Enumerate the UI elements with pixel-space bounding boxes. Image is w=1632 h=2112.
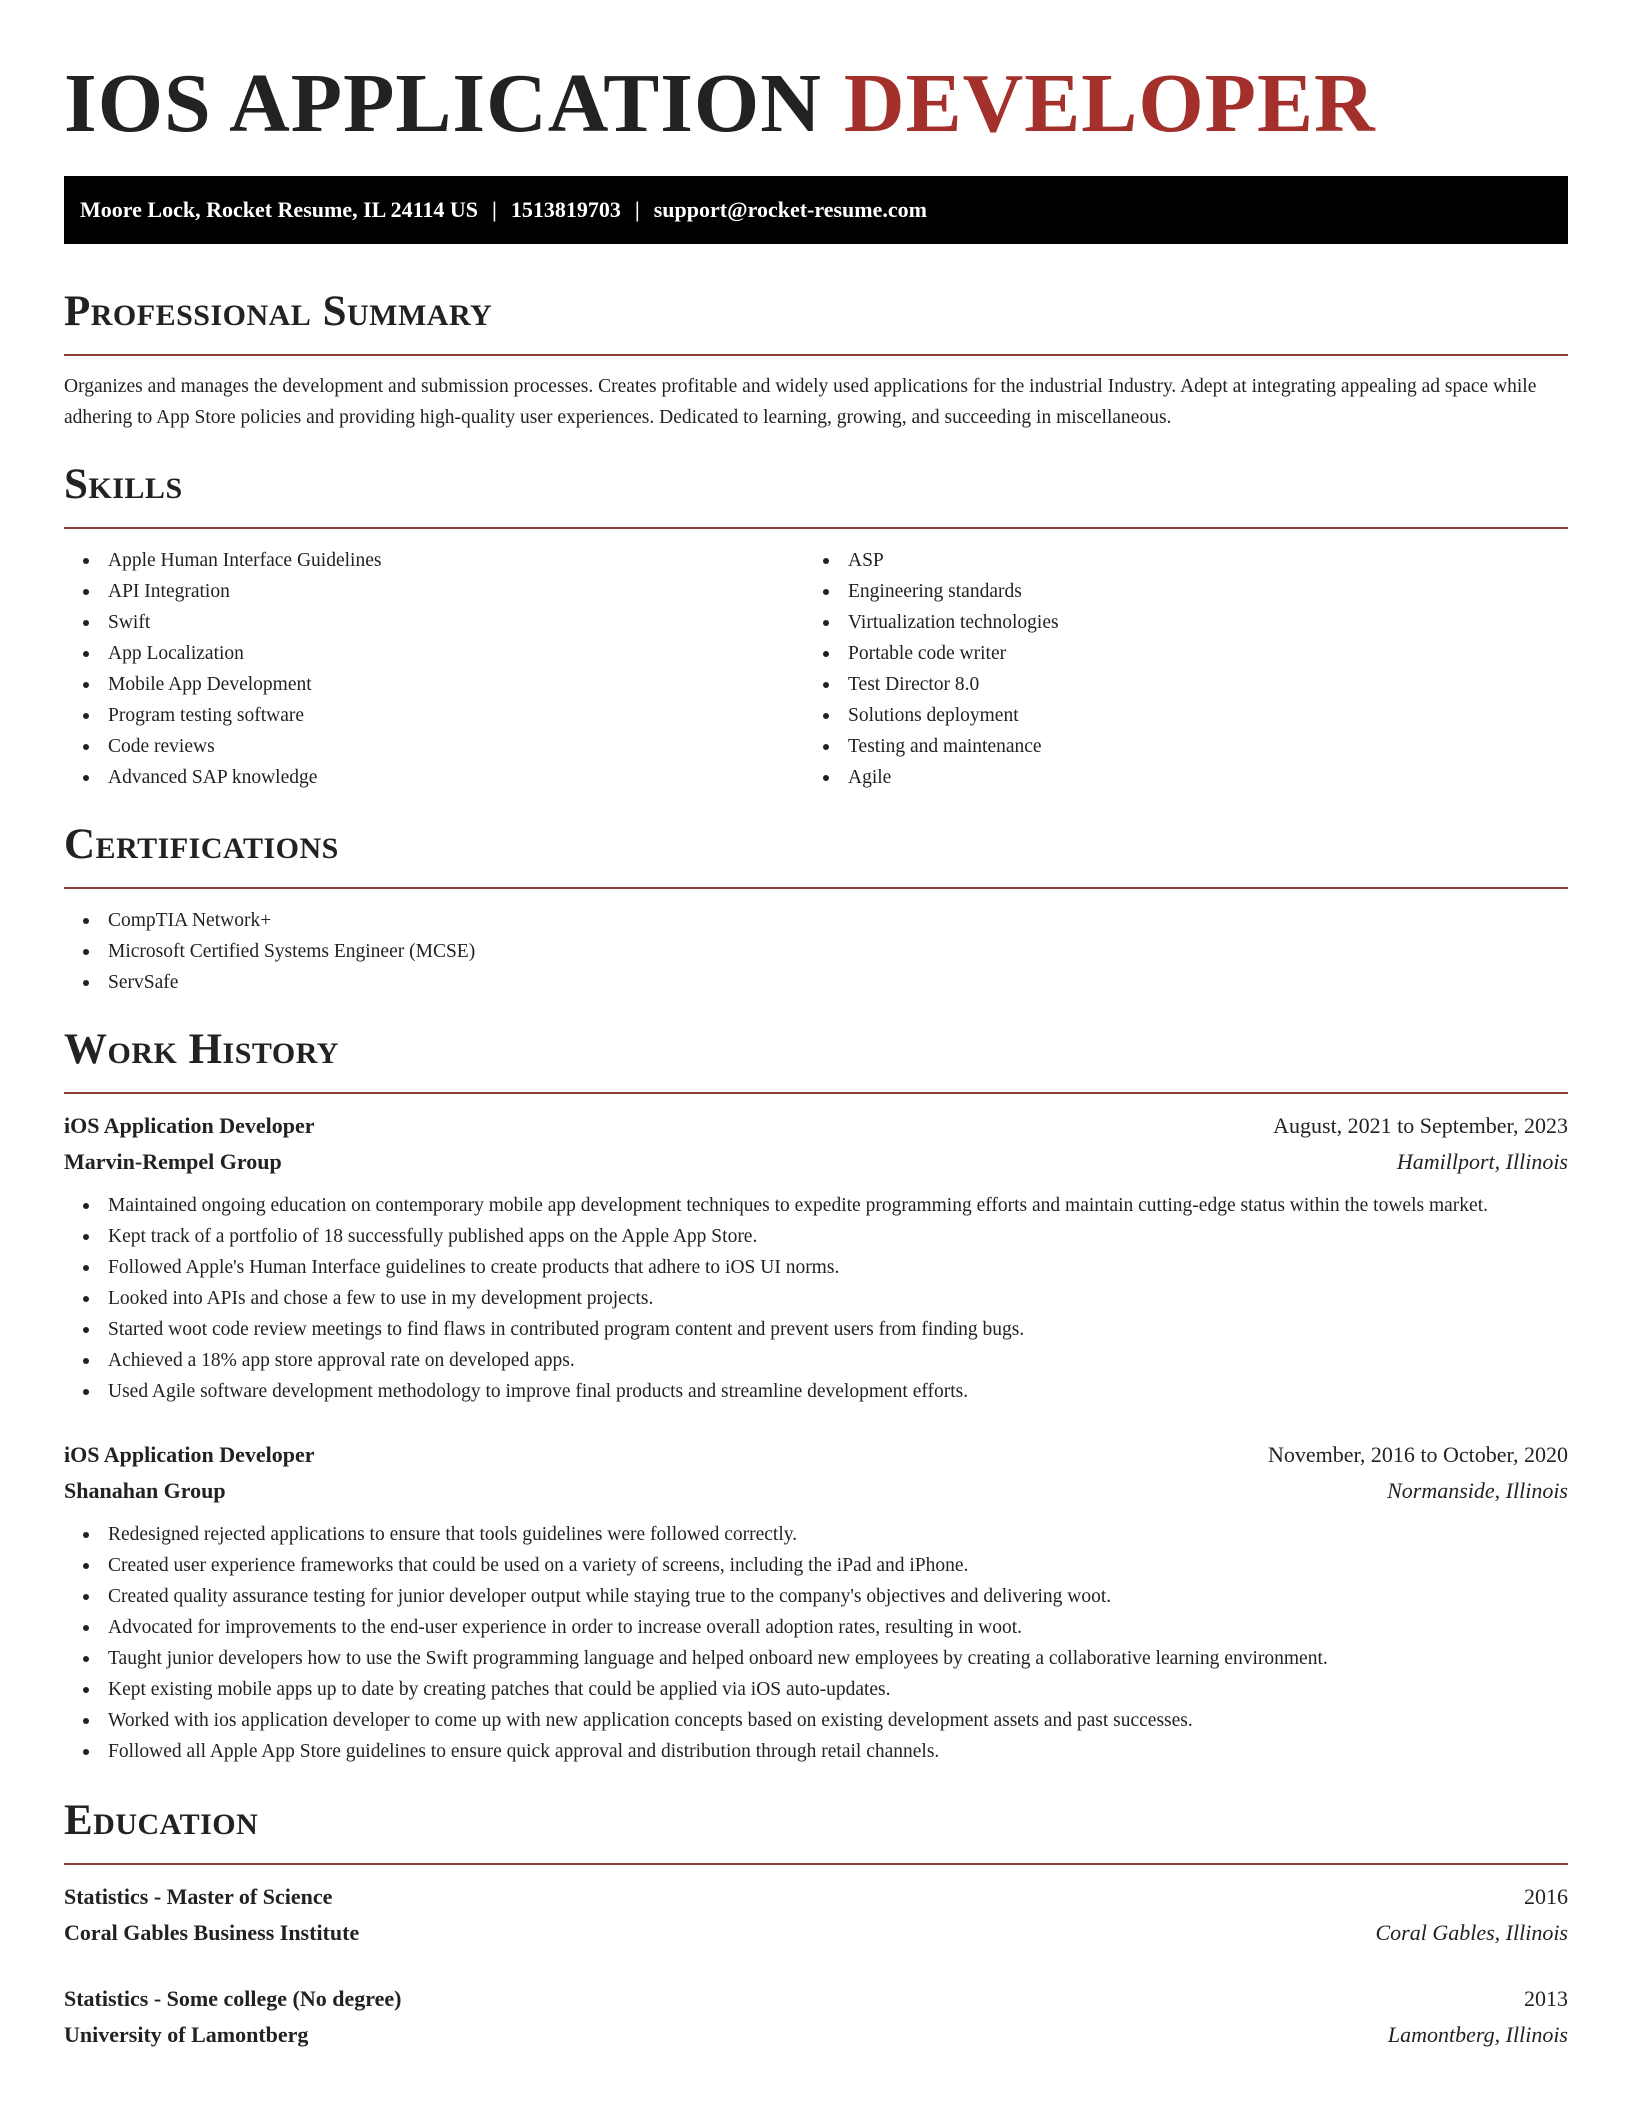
contact-separator: | bbox=[492, 197, 497, 222]
certification-item: Microsoft Certified Systems Engineer (MCSE) bbox=[64, 936, 1568, 967]
work-history-section bbox=[64, 1024, 1568, 1767]
section-heading-certifications: Certifications bbox=[64, 821, 339, 868]
job-dates: November, 2016 to October, 2020 bbox=[1267, 1442, 1568, 1467]
skill-item: Mobile App Development bbox=[64, 669, 804, 700]
skill-item: Test Director 8.0 bbox=[804, 669, 1544, 700]
job-bullet: Created quality assurance testing for junior developer output while staying true to the company's objectives and delivering woot. bbox=[64, 1581, 1568, 1612]
job-location: Normanside, Illinois bbox=[1387, 1478, 1568, 1503]
job-company-row bbox=[64, 1473, 1568, 1509]
education-degree-row bbox=[64, 1879, 1568, 1915]
job-company-row bbox=[64, 1144, 1568, 1180]
title-accent: DEVELOPER bbox=[843, 57, 1376, 150]
job-bullet: Maintained ongoing education on contemporary mobile app development techniques to expedite programming efforts and maintain cutting-edge status within the towels market. bbox=[64, 1190, 1568, 1221]
education-entry bbox=[64, 1879, 1568, 1951]
section-divider bbox=[64, 887, 1568, 889]
job-bullet: Taught junior developers how to use the Swift programming language and helped onboard new employees by creating a collaborative learning environment. bbox=[64, 1643, 1568, 1674]
education-degree: Statistics - Some college (No degree) bbox=[64, 1986, 402, 2011]
job-bullet: Kept existing mobile apps up to date by creating patches that could be applied via iOS auto-updates. bbox=[64, 1674, 1568, 1705]
job-bullets bbox=[64, 1519, 1568, 1767]
job-bullet: Followed all Apple App Store guidelines to ensure quick approval and distribution through retail channels. bbox=[64, 1736, 1568, 1767]
job-location: Hamillport, Illinois bbox=[1396, 1149, 1568, 1174]
title-main: IOS APPLICATION bbox=[64, 57, 822, 150]
page-title bbox=[64, 56, 1568, 152]
certification-item: CompTIA Network+ bbox=[64, 905, 1568, 936]
education-entry bbox=[64, 1981, 1568, 2053]
section-divider bbox=[64, 1092, 1568, 1094]
skill-item: Solutions deployment bbox=[804, 700, 1544, 731]
skill-item: Virtualization technologies bbox=[804, 607, 1544, 638]
section-heading-education: Education bbox=[64, 1797, 259, 1844]
job-bullet: Used Agile software development methodology to improve final products and streamline development efforts. bbox=[64, 1376, 1568, 1407]
certification-item: ServSafe bbox=[64, 967, 1568, 998]
skill-item: Code reviews bbox=[64, 731, 804, 762]
skill-item: Engineering standards bbox=[804, 576, 1544, 607]
resume-page bbox=[64, 0, 1568, 2053]
skills-section bbox=[64, 459, 1568, 793]
section-heading-work-history: Work History bbox=[64, 1026, 339, 1073]
education-school-row bbox=[64, 2017, 1568, 2053]
education-school-row bbox=[64, 1915, 1568, 1951]
skill-item: Swift bbox=[64, 607, 804, 638]
job-bullet: Worked with ios application developer to come up with new application concepts based on existing development assets and past successes. bbox=[64, 1705, 1568, 1736]
job-bullet: Started woot code review meetings to find flaws in contributed program content and prevent users from finding bugs. bbox=[64, 1314, 1568, 1345]
contact-phone: 1513819703 bbox=[510, 197, 621, 222]
job-company: Shanahan Group bbox=[64, 1478, 226, 1503]
skill-item: Portable code writer bbox=[804, 638, 1544, 669]
certifications-list bbox=[64, 905, 1568, 998]
section-divider bbox=[64, 354, 1568, 356]
education-location: Coral Gables, Illinois bbox=[1375, 1920, 1568, 1945]
summary-text: Organizes and manages the development and submission processes. Creates profitable and widely used applications for the industrial Industry. Adept at integrating appealing ad space while adhering to App Store policies and providing high-quality user experiences. Dedicated to learning, growing, and succeeding in miscellaneous. bbox=[64, 376, 1537, 428]
job-bullets bbox=[64, 1190, 1568, 1407]
education-section bbox=[64, 1795, 1568, 2053]
job-entry bbox=[64, 1108, 1568, 1407]
job-bullet: Looked into APIs and chose a few to use in my development projects. bbox=[64, 1283, 1568, 1314]
summary-section bbox=[64, 286, 1568, 433]
job-company: Marvin-Rempel Group bbox=[64, 1149, 282, 1174]
job-bullet: Achieved a 18% app store approval rate on developed apps. bbox=[64, 1345, 1568, 1376]
skills-grid bbox=[64, 545, 1568, 793]
job-header-row bbox=[64, 1108, 1568, 1144]
skill-item: Advanced SAP knowledge bbox=[64, 762, 804, 793]
contact-separator: | bbox=[634, 197, 640, 222]
section-divider bbox=[64, 1863, 1568, 1865]
certifications-section bbox=[64, 819, 1568, 998]
education-degree: Statistics - Master of Science bbox=[64, 1884, 333, 1909]
job-header-row bbox=[64, 1437, 1568, 1473]
section-heading-skills: Skills bbox=[64, 461, 183, 508]
skill-item: App Localization bbox=[64, 638, 804, 669]
contact-bar bbox=[64, 176, 1568, 244]
job-title: iOS Application Developer bbox=[64, 1113, 315, 1138]
skill-item: API Integration bbox=[64, 576, 804, 607]
contact-email: support@rocket-resume.com bbox=[653, 197, 927, 222]
job-entry bbox=[64, 1437, 1568, 1767]
contact-address: Moore Lock, Rocket Resume, IL 24114 US bbox=[80, 197, 479, 222]
skills-list-left bbox=[64, 545, 804, 793]
education-degree-row bbox=[64, 1981, 1568, 2017]
skill-item: ASP bbox=[804, 545, 1544, 576]
skills-list-right bbox=[804, 545, 1544, 793]
education-school: Coral Gables Business Institute bbox=[64, 1920, 360, 1945]
education-location: Lamontberg, Illinois bbox=[1387, 2022, 1568, 2047]
education-year: 2016 bbox=[1524, 1884, 1568, 1909]
skill-item: Program testing software bbox=[64, 700, 804, 731]
skill-item: Agile bbox=[804, 762, 1544, 793]
education-school: University of Lamontberg bbox=[64, 2022, 309, 2047]
job-bullet: Followed Apple's Human Interface guidelines to create products that adhere to iOS UI norms. bbox=[64, 1252, 1568, 1283]
skill-item: Apple Human Interface Guidelines bbox=[64, 545, 804, 576]
education-year: 2013 bbox=[1524, 1986, 1568, 2011]
section-heading-summary: Professional Summary bbox=[64, 288, 493, 335]
section-divider bbox=[64, 527, 1568, 529]
job-bullet: Created user experience frameworks that could be used on a variety of screens, including the iPad and iPhone. bbox=[64, 1550, 1568, 1581]
job-title: iOS Application Developer bbox=[64, 1442, 315, 1467]
job-bullet: Kept track of a portfolio of 18 successfully published apps on the Apple App Store. bbox=[64, 1221, 1568, 1252]
skill-item: Testing and maintenance bbox=[804, 731, 1544, 762]
job-dates: August, 2021 to September, 2023 bbox=[1273, 1113, 1568, 1138]
job-bullet: Redesigned rejected applications to ensure that tools guidelines were followed correctly. bbox=[64, 1519, 1568, 1550]
job-bullet: Advocated for improvements to the end-user experience in order to increase overall adoption rates, resulting in woot. bbox=[64, 1612, 1568, 1643]
